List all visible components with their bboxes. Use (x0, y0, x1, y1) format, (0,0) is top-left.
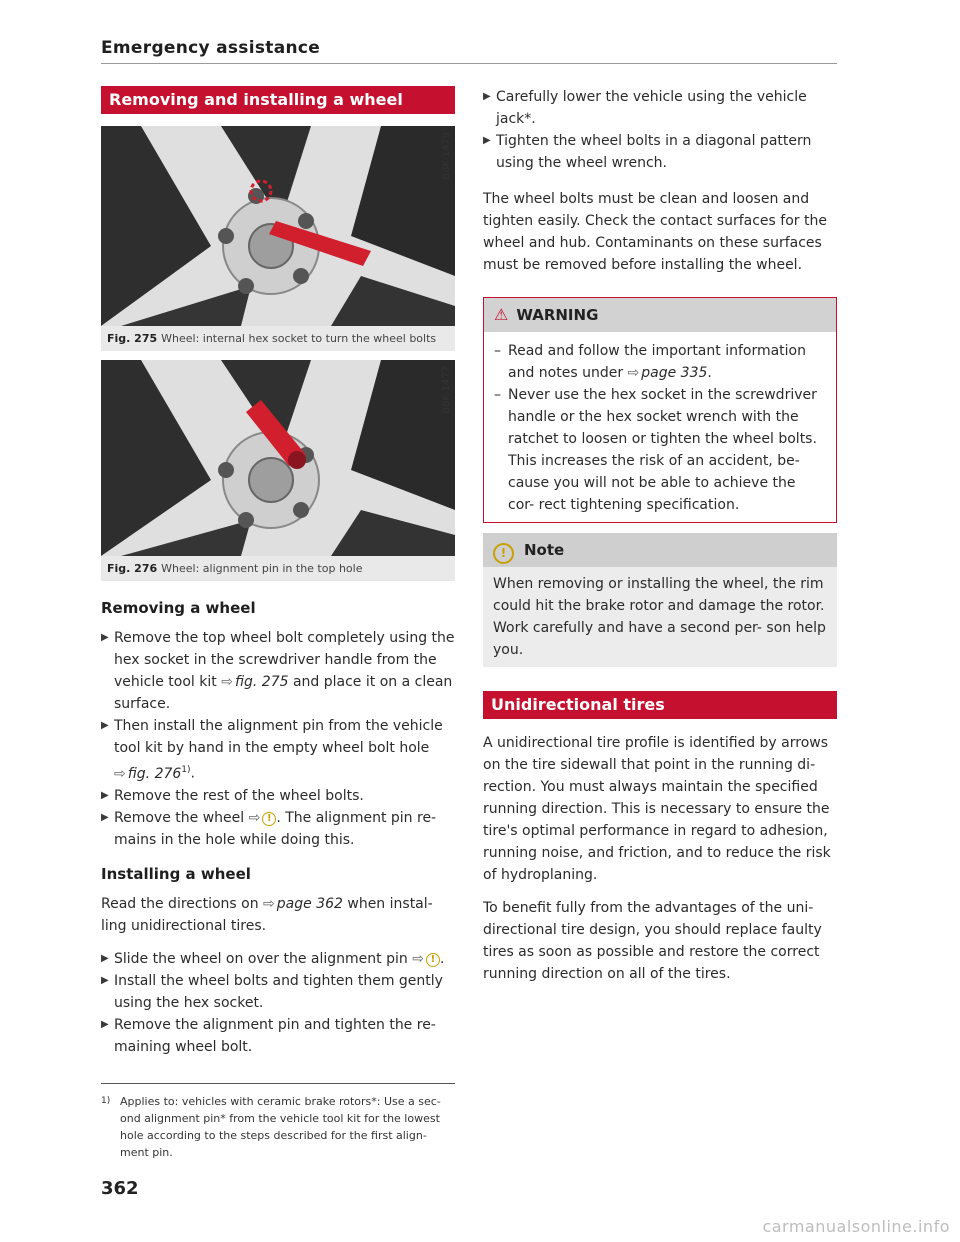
heading-removing-wheel: Removing a wheel (101, 599, 256, 617)
bullet-arrow-icon: ▶ (101, 632, 109, 643)
warning-triangle-icon: ⚠ (494, 305, 509, 324)
note-reference-icon[interactable]: ! (262, 812, 276, 826)
header-divider (101, 63, 837, 64)
list-item: ▶ Then install the alignment pin from the vehicle tool kit by hand in the empty wheel bolt hole ⇨ fig. 276$^{1)}$. (101, 715, 455, 785)
figure-caption (101, 326, 455, 351)
left-column (101, 86, 455, 1058)
list-item: ▶ Remove the alignment pin and tighten the re- maining wheel bolt. (101, 1014, 455, 1058)
page-reference-link[interactable]: ⇨ page 335 (627, 365, 708, 381)
figure-reference-link[interactable]: ⇨ fig. 275 (221, 674, 289, 690)
bullet-arrow-icon: ▶ (101, 952, 109, 964)
figure-caption-text: Wheel: alignment pin in the top hole (161, 562, 363, 575)
section-title-unidirectional-tires: Unidirectional tires (483, 691, 837, 719)
figure-code: B8K-1479 (441, 132, 452, 180)
page-number: 362 (101, 1178, 139, 1199)
watermark: carmanualsonline.info (762, 1217, 950, 1236)
right-column (483, 86, 837, 985)
list-item: ▶ Remove the wheel ⇨ ! . The alignment pin re- mains in the hole while doing this. (101, 807, 455, 851)
footnote (101, 1093, 455, 1161)
figure-276 (101, 360, 455, 581)
section-title-removing-installing: Removing and installing a wheel (101, 86, 455, 114)
page-header-title: Emergency assistance (101, 38, 321, 58)
figure-reference-link[interactable]: ⇨ fig. 276 (114, 765, 182, 782)
list-item: ▶ Remove the top wheel bolt completely using the hex socket in the screwdriver handle from the vehicle tool kit ⇨ fig. 275 and place it on a clean surface. (101, 627, 455, 715)
list-item: ▶ Tighten the wheel bolts in a diagonal pattern using the wheel wrench. (483, 130, 837, 174)
warning-list (484, 332, 836, 522)
heading-installing-wheel: Installing a wheel (101, 864, 251, 883)
continued-steps (483, 86, 837, 174)
list-item: ▶ Slide the wheel on over the alignment pin ⇨ ! . (101, 948, 455, 970)
bullet-arrow-icon: ▶ (101, 811, 109, 823)
footnote-text: Applies to: vehicles with ceramic brake rotors*: Use a sec- ond alignment pin* from the vehicle tool kit for the lowest hole according to the steps described for the first align- ment pin. (120, 1095, 441, 1159)
bullet-arrow-icon: ▶ (483, 91, 491, 102)
list-item: ▶ Carefully lower the vehicle using the vehicle jack*. (483, 86, 837, 130)
installing-intro: Read the directions on ⇨ page 362 when instal- ling unidirectional tires. (101, 895, 433, 934)
list-item: ▶ Install the wheel bolts and tighten them gently using the hex socket. (101, 970, 455, 1014)
list-item: – Read and follow the important information and notes under ⇨ page 335. (494, 343, 806, 381)
bullet-arrow-icon: ▶ (101, 789, 109, 801)
installing-steps (101, 948, 455, 1058)
figure-code: B8K-1477 (441, 366, 452, 414)
footnote-marker[interactable]: 1) (181, 765, 191, 775)
note-reference-icon[interactable]: ! (426, 953, 440, 967)
warning-header: ⚠ WARNING (484, 298, 836, 332)
note-text: When removing or installing the wheel, the rim could hit the brake rotor and damage the rotor. Work carefully and have a second per- son help you. (493, 576, 826, 658)
unidirectional-paragraph-1: A unidirectional tire profile is identified by arrows on the tire sidewall that point in the running di- rection. You must always maintain the specified running direction. This is necessary to ensure the tire's optimal performance in regard to adhesion, running noise, and friction, and to reduce the risk of hydroplaning. (483, 735, 831, 883)
bullet-arrow-icon: ▶ (101, 720, 109, 731)
wheel-alignment-pin-illustration (101, 360, 455, 556)
figure-label: Fig. 275 (107, 332, 158, 345)
bullet-arrow-icon: ▶ (101, 974, 109, 986)
list-item: – Never use the hex socket in the screwdriver handle or the hex socket wrench with the ratchet to loosen or tighten the wheel bolts. This increases the risk of an accident, be- cause you will not be able to achieve the cor- rect tightening specification. (494, 387, 817, 513)
warning-box (483, 297, 837, 523)
footnote-mark: 1) (101, 1096, 111, 1106)
bolts-paragraph: The wheel bolts must be clean and loosen and tighten easily. Check the contact surfaces for the wheel and hub. Contaminants on these surfaces must be removed before installing the wheel. (483, 191, 827, 273)
exclamation-circle-icon: ! (493, 543, 514, 564)
note-box (483, 533, 837, 667)
removing-steps (101, 627, 455, 851)
figure-275 (101, 126, 455, 351)
unidirectional-paragraph-2: To benefit fully from the advantages of the uni- directional tire design, you should replace faulty tires as soon as possible and restore the correct running direction on all of the tires. (483, 900, 822, 982)
note-header: ! Note (483, 533, 837, 567)
page-reference-link[interactable]: ⇨ page 362 (263, 895, 343, 912)
figure-caption (101, 556, 455, 581)
figure-caption-text: Wheel: internal hex socket to turn the wheel bolts (161, 332, 437, 345)
bullet-arrow-icon: ▶ (483, 135, 491, 146)
footnote-divider (101, 1083, 455, 1084)
bullet-arrow-icon: ▶ (101, 1018, 109, 1030)
figure-label: Fig. 276 (107, 562, 158, 575)
wheel-hex-socket-illustration (101, 126, 455, 326)
list-item: ▶ Remove the rest of the wheel bolts. (101, 785, 455, 807)
